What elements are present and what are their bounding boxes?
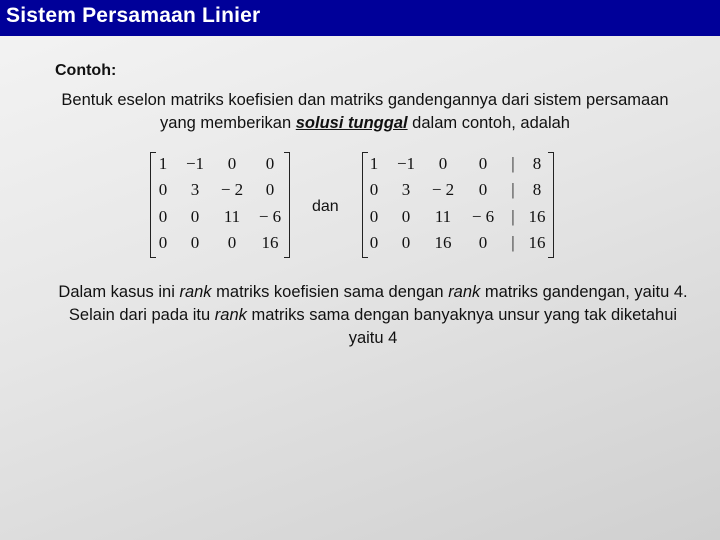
matrix-cell: 0	[158, 233, 168, 252]
matrix-cell: |	[511, 180, 515, 199]
matrix-cell: 0	[190, 233, 200, 252]
matrix-cell: 0	[369, 207, 379, 226]
augmented-matrix	[362, 152, 554, 256]
right-bracket	[548, 152, 554, 258]
matrix-cell: 0	[227, 233, 237, 252]
matrix-cell: 3	[190, 180, 200, 199]
matrix-cell: −1	[396, 154, 416, 173]
matrix-cell: 0	[478, 180, 488, 199]
matrix-cell: 0	[401, 233, 411, 252]
matrix-cell: 16	[434, 233, 452, 252]
matrix-cell: 1	[158, 154, 168, 173]
matrix-cell: 0	[369, 233, 379, 252]
matrix-cell: 0	[265, 154, 275, 173]
matrix-cell: 0	[401, 207, 411, 226]
rank-term: rank	[179, 283, 212, 301]
intro-text: Bentuk eselon matriks koefisien dan matriks gandengannya dari sistem persamaan yang memberikan	[61, 91, 669, 132]
matrix-cell: 0	[158, 180, 168, 199]
matrix-cell: 0	[158, 207, 168, 226]
matrix-cell: 0	[478, 154, 488, 173]
matrix-cell: |	[511, 233, 515, 252]
matrix-cell: − 6	[258, 207, 282, 226]
matrix-cell: − 2	[431, 180, 455, 199]
coefficient-matrix	[150, 152, 290, 256]
matrix-cell: 11	[223, 207, 241, 226]
matrix-cell: 0	[369, 180, 379, 199]
matrix-cell: 0	[438, 154, 448, 173]
matrix-cell: 16	[528, 233, 546, 252]
intro-paragraph	[60, 89, 670, 135]
matrix-cell: − 2	[220, 180, 244, 199]
intro-text-end: dalam contoh, adalah	[407, 114, 570, 132]
matrix-cell: 3	[401, 180, 411, 199]
matrix-cell: −1	[185, 154, 205, 173]
matrix-cell: 11	[434, 207, 452, 226]
matrix-cell: |	[511, 207, 515, 226]
matrix-cell: 0	[227, 154, 237, 173]
rank-term: rank	[448, 283, 481, 301]
conclusion-paragraph	[55, 281, 691, 350]
matrix-cell: − 6	[471, 207, 495, 226]
conclusion-text: Dalam kasus ini	[58, 283, 180, 301]
matrix-cell: 0	[190, 207, 200, 226]
slide-title: Sistem Persamaan Linier	[6, 4, 261, 27]
connector-text: dan	[312, 198, 339, 215]
conclusion-text: matriks koefisien sama dengan	[211, 283, 449, 301]
matrix-cell: 8	[532, 154, 542, 173]
matrix-cell: 1	[369, 154, 379, 173]
matrix-cell: 16	[261, 233, 279, 252]
title-bar	[0, 0, 720, 36]
intro-emphasis: solusi tunggal	[295, 114, 408, 132]
matrix-cell: 0	[478, 233, 488, 252]
matrix-cell: |	[511, 154, 515, 173]
conclusion-text: matriks gandengan, yaitu 4. Selain dari pada itu	[68, 283, 688, 324]
right-bracket	[284, 152, 290, 258]
matrix-cell: 8	[532, 180, 542, 199]
example-label: Contoh:	[55, 62, 117, 79]
rank-term: rank	[214, 306, 247, 324]
matrix-cell: 16	[528, 207, 546, 226]
conclusion-text: matriks sama dengan banyaknya unsur yang tak diketahui yaitu 4	[246, 306, 678, 347]
matrix-cell: 0	[265, 180, 275, 199]
